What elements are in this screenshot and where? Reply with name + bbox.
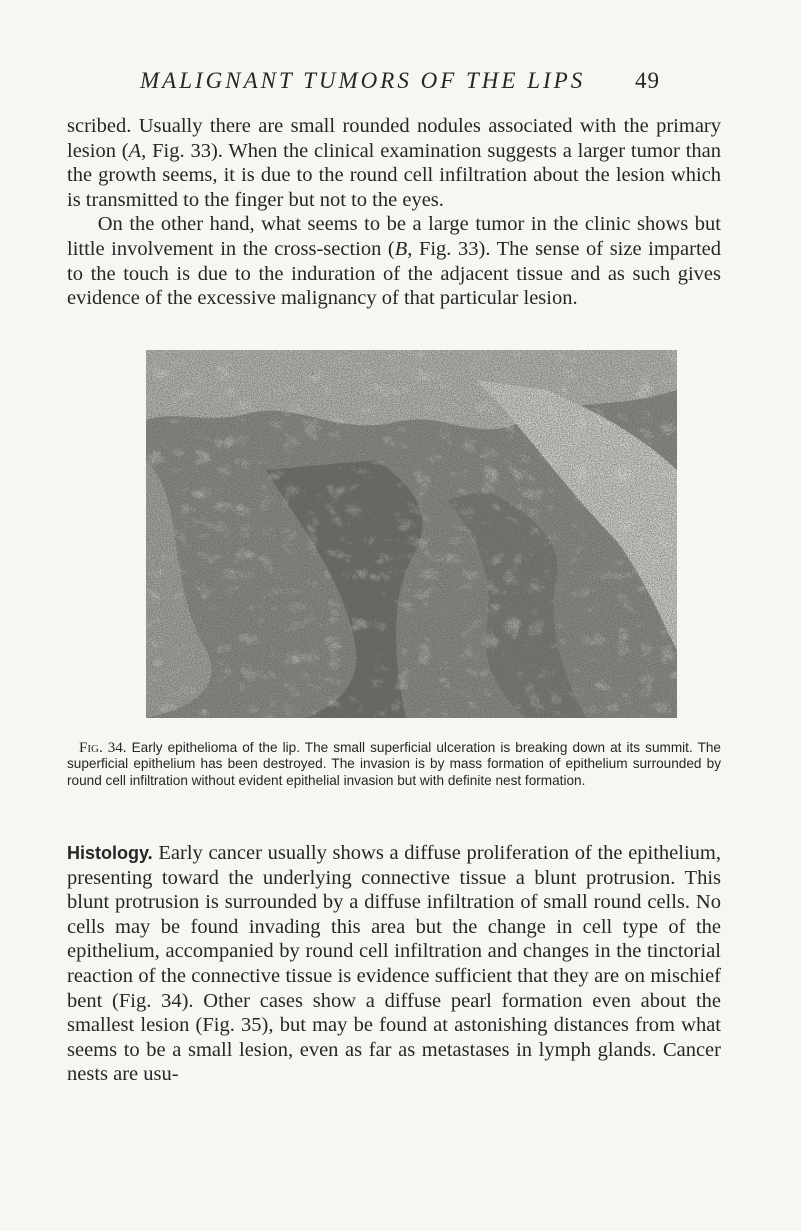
- opening-text: [67, 114, 721, 311]
- paragraph-1-pre: scribed. Usually there are small rounded nodules associated with the primary lesion (: [67, 115, 721, 162]
- caption-text: Early epithelioma of the lip. The small superficial ulceration is breaking down at its summit. The superficial epithelium has been destroyed. The invasion is by mass formation of epithelium surrounded by round cell infiltration without evident epithelial invasion but with definite nest formation.: [67, 740, 721, 788]
- micrograph-figure: [146, 350, 677, 718]
- photo-grain: [146, 350, 677, 718]
- figure-label: Fig. 34.: [79, 740, 127, 756]
- figure-caption: [67, 740, 721, 789]
- paragraph-2: [67, 212, 721, 310]
- histology-micrograph: [146, 350, 677, 718]
- histology-paragraph: [67, 841, 721, 1087]
- paragraph-1-post: , Fig. 33). When the clinical examination suggests a larger tumor than the growth seems, it is due to the round cell infiltration about the lesion which is transmitted to the finger but not to the eyes.: [67, 139, 722, 211]
- figure-ref-letter-a: A: [128, 139, 142, 162]
- paragraph-2-pre: On the other hand, what seems to be a large tumor in the clinic shows but little involvement in the cross-section (: [67, 213, 721, 260]
- histology-text: Early cancer usually shows a diffuse proliferation of the epithelium, presenting toward the underlying connective tissue a blunt protrusion. This blunt protrusion is surrounded by a diffuse infiltration of small round cells. No cells may be found invading this area but the change in cell type of the epithelium, accompanied by round cell infiltration and changes in the tinctorial reaction of the connective tissue is evidence sufficient that they are on mischief bent (Fig. 34). Other cases show a diffuse pearl formation even about the smallest lesion (Fig. 35), but may be found at astonishing distances from what seems to be a small lesion, even as far as metastases in lymph glands. Cancer nests are usu-: [67, 842, 721, 1086]
- figure-ref-letter-b: B: [394, 237, 408, 260]
- paragraph-continuation: [67, 114, 721, 212]
- page-number: 49: [635, 68, 660, 93]
- histology-heading: Histology.: [67, 843, 153, 863]
- running-title: MALIGNANT TUMORS OF THE LIPS: [140, 68, 586, 93]
- paragraph-2-post: , Fig. 33). The sense of size imparted to the touch is due to the induration of the adjacent tissue and as such gives evidence of the excessive malignancy of that particular lesion.: [67, 237, 721, 310]
- histology-section: [67, 841, 721, 1087]
